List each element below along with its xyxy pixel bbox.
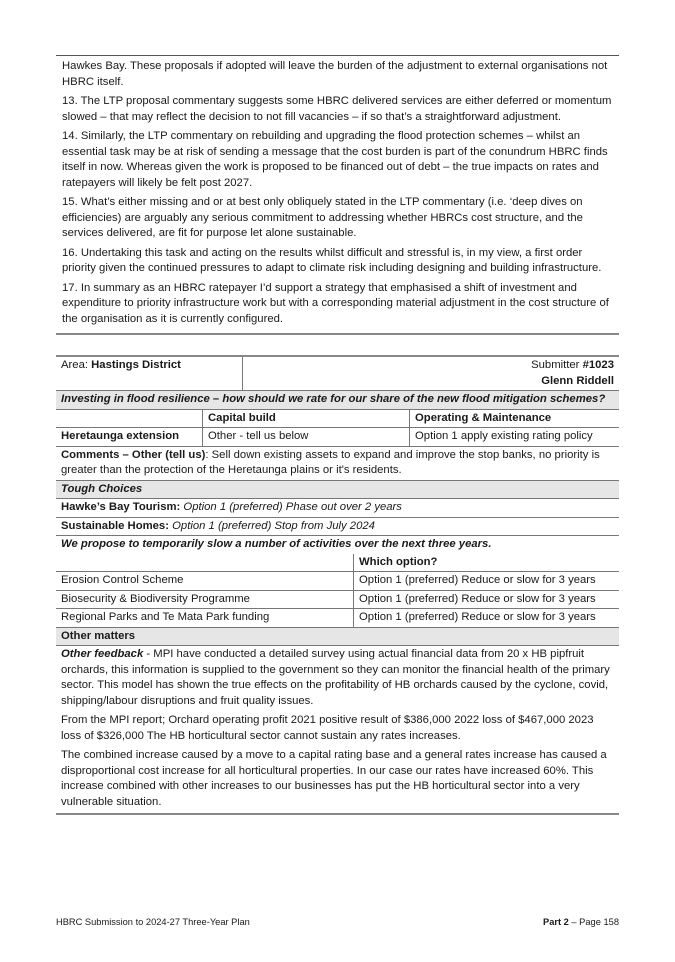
flood-table [56, 410, 619, 447]
activity-option: Option 1 (preferred) Reduce or slow for 3 years [354, 609, 620, 628]
paragraph: 15. What’s either missing and or at best only obliquely stated in the LTP commentary (i.e. ‘deep dives on efficiencies) are arguably any serious commitment to addressing whether HBRCs cost structure, and the services delivered, are fit for purpose let alone sustainable. [62, 196, 583, 239]
activities-table [56, 554, 619, 628]
operating-choice: Option 1 apply existing rating policy [410, 428, 620, 447]
table-row [56, 609, 619, 628]
tough-choices-heading: Tough Choices [56, 481, 619, 500]
feedback-paragraph: Other feedback - MPI have conducted a detailed survey using actual financial data from 20 x HB pipfruit orchards, this information is supplied to the government so they can monitor the financial health of the primary sector. This model has shown the true effects on the profitability of HB orchards caused by the cyclone, covid, shipping/labour disruptions and fruit quality issues. [61, 648, 610, 707]
operating-header: Operating & Maintenance [410, 410, 620, 428]
homes-answer: Sustainable Homes: Option 1 (preferred) Stop from July 2024 [56, 518, 619, 537]
slow-question: We propose to temporarily slow a number of activities over the next three years. [61, 538, 492, 550]
paragraph: 17. In summary as an HBRC ratepayer I’d support a strategy that emphasised a shift of investment and expenditure to priority infrastructure work but with a corresponding material adjustment in the cost structure of the organisation as it is currently configured. [62, 281, 609, 325]
activity-name: Biosecurity & Biodiversity Programme [61, 592, 250, 605]
submission-form [56, 355, 619, 815]
paragraph: 14. Similarly, the LTP commentary on rebuilding and upgrading the flood protection schemes – whilst an essential task may be at risk of sending a message that the cost burden is part of the conundrum HBRC finds itself in now. Whereas given the work is proposed to be financed out of debt – the true impacts on rates and ratepayers will likely be felt post 2027. [62, 130, 608, 189]
table-row [56, 590, 619, 609]
paragraph: 16. Undertaking this task and acting on the results whilst difficult and stressful is, in my view, a first order priority given the continued pressures to adapt to climate risk including designing and building infrastructure. [62, 246, 602, 274]
area-cell: Area: Hastings District [61, 359, 181, 371]
page-footer [56, 917, 619, 927]
footer-title: HBRC Submission to 2024-27 Three-Year Plan [56, 917, 250, 927]
other-matters-heading: Other matters [56, 628, 619, 647]
page-number: Part 2 – Page 158 [543, 917, 619, 927]
activity-name: Erosion Control Scheme [61, 574, 184, 586]
feedback-paragraph: From the MPI report; Orchard operating profit 2021 positive result of $386,000 2022 loss of $467,000 2023 loss of $326,000 The HB horticultural sector cannot sustain any rates increases. [61, 714, 594, 742]
top-rule [56, 55, 619, 56]
submitter-header [56, 357, 619, 391]
heretaunga-label: Heretaunga extension [61, 430, 180, 442]
other-feedback [56, 646, 619, 813]
capital-header: Capital build [203, 410, 410, 428]
activity-option: Option 1 (preferred) Reduce or slow for 3 years [354, 572, 620, 591]
page-content [56, 55, 619, 815]
previous-submission-text [56, 59, 619, 335]
flood-question: Investing in flood resilience – how should we rate for our share of the new flood mitigation schemes? [56, 391, 619, 410]
feedback-paragraph: The combined increase caused by a move to a capital rating base and a general rates increase has caused a disproportional cost increase for all horticultural properties. In our case our rates have increased 60%. This increase combined with other increases to our businesses has put the HB horticultural sector into a very vulnerable situation. [61, 749, 607, 808]
comments: Comments – Other (tell us): Sell down existing assets to expand and improve the stop banks, no priority is greater than the protection of the Heretaunga plains or it's residents. [56, 447, 619, 481]
capital-choice: Other - tell us below [203, 428, 410, 447]
activity-name: Regional Parks and Te Mata Park funding [61, 611, 270, 623]
tourism-answer: Hawke’s Bay Tourism: Option 1 (preferred) Phase out over 2 years [56, 499, 619, 518]
paragraph: Hawkes Bay. These proposals if adopted will leave the burden of the adjustment to external organisations not HBRC itself. [62, 60, 608, 88]
which-option-header: Which option? [354, 554, 620, 572]
table-row [56, 572, 619, 591]
submitter-cell: Submitter #1023 Glenn Riddell [243, 357, 620, 391]
paragraph: 13. The LTP proposal commentary suggests some HBRC delivered services are either deferred or momentum slowed – that may reflect the decision to not fill vacancies – if so that’s a straightforward adjustment. [62, 95, 612, 123]
activity-option: Option 1 (preferred) Reduce or slow for 3 years [354, 590, 620, 609]
